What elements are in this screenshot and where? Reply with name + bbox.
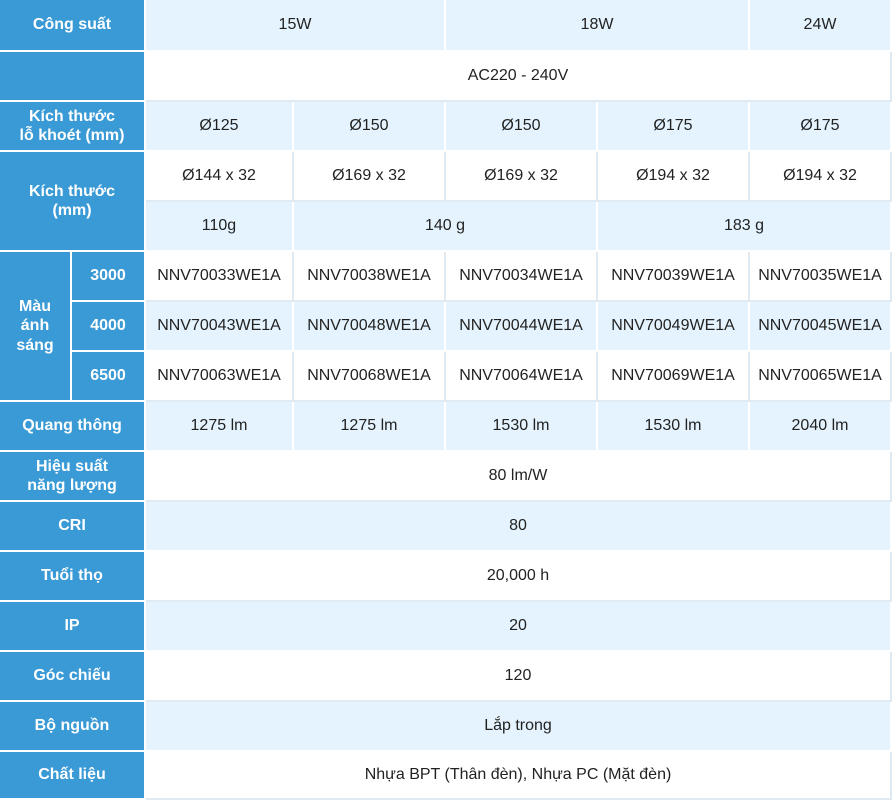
lifetime-value: 20,000 h — [146, 552, 892, 602]
color-temp-3000: 3000 — [72, 252, 146, 302]
row-label-bo-nguon: Bộ nguồn — [0, 702, 146, 752]
row-label-mau-anh-sang: Màu ánh sáng — [0, 252, 72, 402]
product-code: NNV70048WE1A — [294, 302, 446, 352]
weight-cell: 183 g — [598, 202, 892, 252]
product-code: NNV70033WE1A — [146, 252, 294, 302]
row-label-quang-thong: Quang thông — [0, 402, 146, 452]
color-temp-6500: 6500 — [72, 352, 146, 402]
product-code: NNV70063WE1A — [146, 352, 294, 402]
ip-value: 20 — [146, 602, 892, 652]
dimension-cell: Ø169 x 32 — [294, 152, 446, 202]
product-code: NNV70034WE1A — [446, 252, 598, 302]
product-code: NNV70068WE1A — [294, 352, 446, 402]
row-label-lo-khoet: Kích thước lỗ khoét (mm) — [0, 102, 146, 152]
dimension-cell: Ø194 x 32 — [598, 152, 750, 202]
efficiency-value: 80 lm/W — [146, 452, 892, 502]
lumen-cell: 2040 lm — [750, 402, 892, 452]
product-code: NNV70035WE1A — [750, 252, 892, 302]
product-code: NNV70069WE1A — [598, 352, 750, 402]
weight-cell: 140 g — [294, 202, 598, 252]
dimension-cell: Ø169 x 32 — [446, 152, 598, 202]
product-code: NNV70044WE1A — [446, 302, 598, 352]
row-label-hieu-suat: Hiệu suất năng lượng — [0, 452, 146, 502]
beam-angle-value: 120 — [146, 652, 892, 702]
cri-value: 80 — [146, 502, 892, 552]
lumen-cell: 1530 lm — [598, 402, 750, 452]
cutout-cell: Ø125 — [146, 102, 294, 152]
voltage-value: AC220 - 240V — [146, 52, 892, 102]
product-code: NNV70045WE1A — [750, 302, 892, 352]
product-code: NNV70039WE1A — [598, 252, 750, 302]
power-18w: 18W — [446, 0, 750, 52]
material-value: Nhựa BPT (Thân đèn), Nhựa PC (Mặt đèn) — [146, 752, 892, 800]
product-code: NNV70065WE1A — [750, 352, 892, 402]
cutout-cell: Ø175 — [750, 102, 892, 152]
power-15w: 15W — [146, 0, 446, 52]
cutout-cell: Ø175 — [598, 102, 750, 152]
weight-cell: 110g — [146, 202, 294, 252]
lumen-cell: 1530 lm — [446, 402, 598, 452]
product-code: NNV70064WE1A — [446, 352, 598, 402]
row-label-tuoi-tho: Tuổi thọ — [0, 552, 146, 602]
power-24w: 24W — [750, 0, 892, 52]
row-label-chat-lieu: Chất liệu — [0, 752, 146, 800]
color-temp-4000: 4000 — [72, 302, 146, 352]
row-label-voltage — [0, 52, 146, 102]
lumen-cell: 1275 lm — [146, 402, 294, 452]
row-label-cri: CRI — [0, 502, 146, 552]
row-label-kich-thuoc: Kích thước (mm) — [0, 152, 146, 252]
row-label-goc-chieu: Góc chiếu — [0, 652, 146, 702]
product-code: NNV70038WE1A — [294, 252, 446, 302]
lumen-cell: 1275 lm — [294, 402, 446, 452]
cutout-cell: Ø150 — [294, 102, 446, 152]
driver-value: Lắp trong — [146, 702, 892, 752]
row-label-cong-suat: Công suất — [0, 0, 146, 52]
dimension-cell: Ø194 x 32 — [750, 152, 892, 202]
cutout-cell: Ø150 — [446, 102, 598, 152]
product-code: NNV70043WE1A — [146, 302, 294, 352]
row-label-ip: IP — [0, 602, 146, 652]
product-code: NNV70049WE1A — [598, 302, 750, 352]
dimension-cell: Ø144 x 32 — [146, 152, 294, 202]
